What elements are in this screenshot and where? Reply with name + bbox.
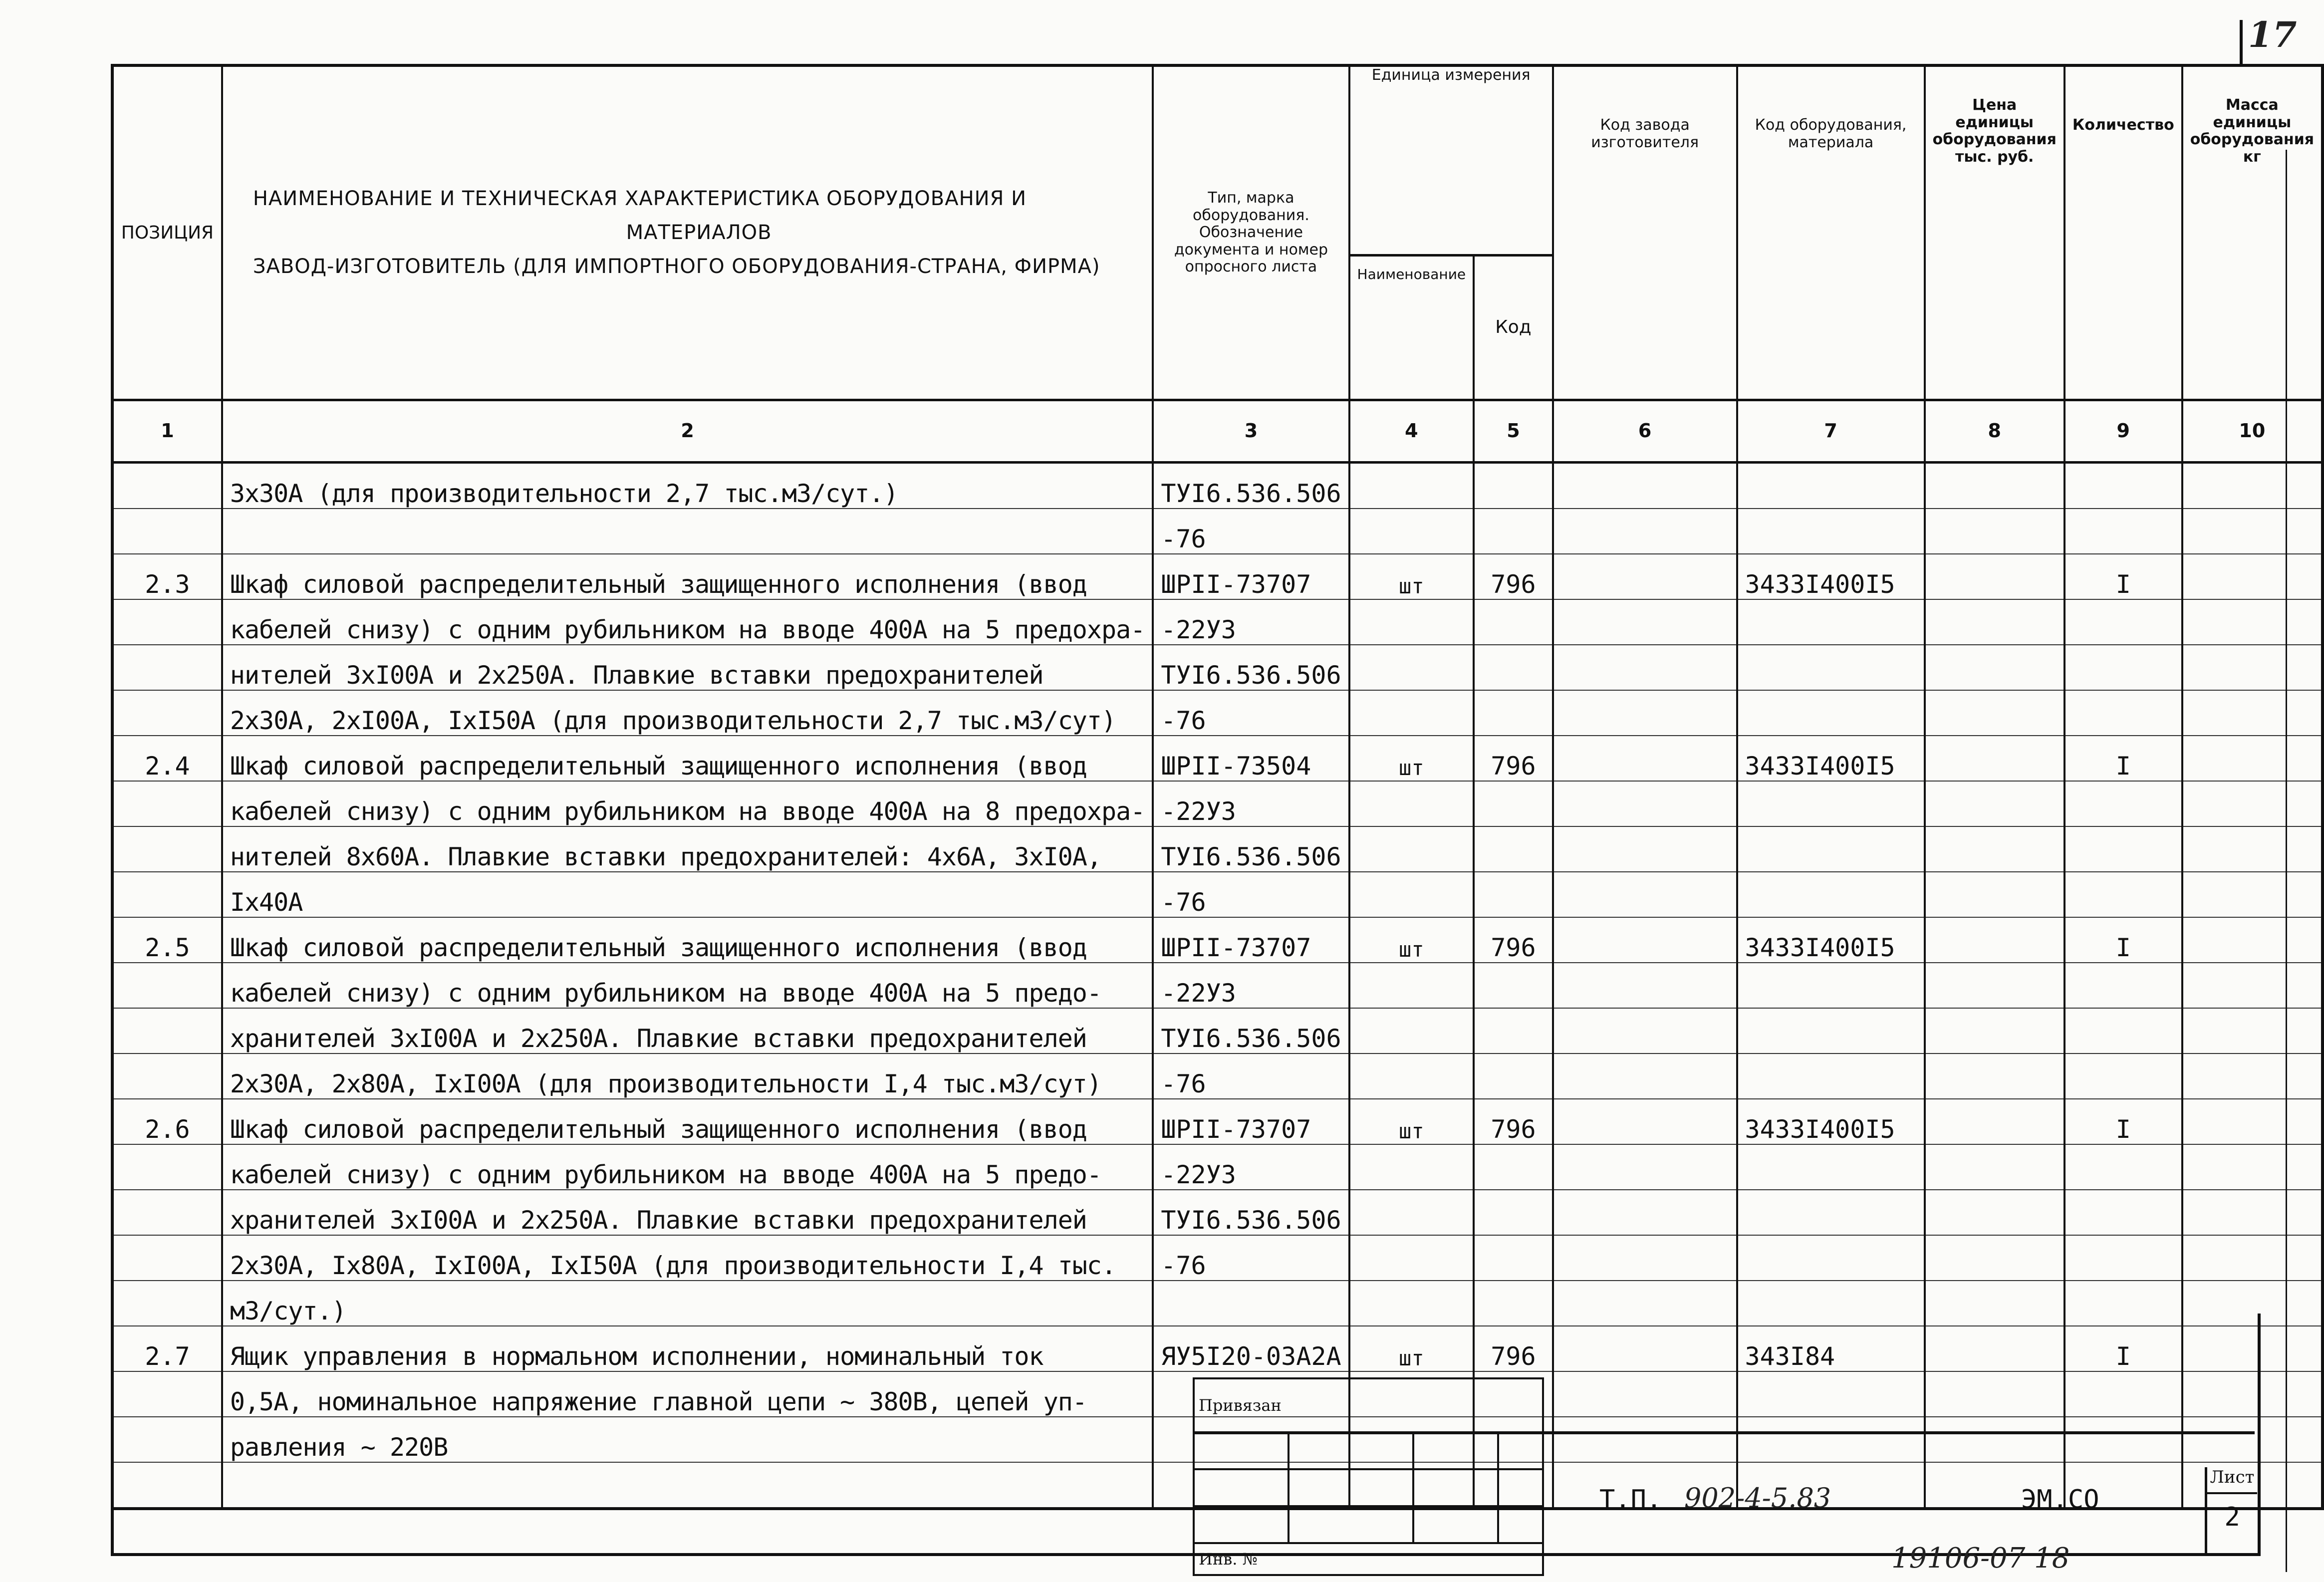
row-price (1925, 554, 2065, 599)
row-equip-code: 3433I400I5 (1737, 554, 1925, 599)
row-unit-name: шт (1349, 1099, 1474, 1144)
table-row (112, 917, 2323, 963)
col-num-7: 7 (1737, 400, 1925, 462)
col-num-4: 4 (1349, 400, 1474, 462)
row-mass (2182, 963, 2323, 1008)
row-name: 2х30А, 2х80А, IхI00А (для производительности I,4 тыс.м3/сут) (222, 1054, 1153, 1099)
row-equip-code (1737, 599, 1925, 645)
row-equip-code (1737, 781, 1925, 826)
header-unit-code: Код (1474, 255, 1553, 400)
row-unit-name (1349, 509, 1474, 554)
row-position: 2.7 (112, 1326, 222, 1371)
table-row (112, 1235, 2323, 1281)
row-position: 2.3 (112, 554, 222, 599)
row-qty (2065, 1190, 2182, 1235)
table-row (112, 509, 2323, 554)
row-name: кабелей снизу) с одним рубильником на вводе 400А на 5 предохра- (222, 599, 1153, 645)
row-position (112, 1190, 222, 1235)
row-position (112, 781, 222, 826)
row-plant-code (1553, 599, 1737, 645)
row-unit-name: шт (1349, 736, 1474, 781)
row-equip-code (1737, 872, 1925, 917)
row-plant-code (1553, 690, 1737, 736)
row-unit-code (1474, 872, 1553, 917)
row-name: равления ~ 220В (222, 1417, 1153, 1462)
table-row (112, 781, 2323, 826)
table-row (112, 599, 2323, 645)
header-name (222, 65, 1153, 400)
row-name: хранителей 3хI00А и 2х250А. Плавкие вставки предохранителей (222, 1008, 1153, 1054)
row-equip-code (1737, 1054, 1925, 1099)
table-row (112, 554, 2323, 599)
row-type: ТУI6.536.506 (1153, 645, 1349, 690)
col-num-6: 6 (1553, 400, 1737, 462)
row-price (1925, 872, 2065, 917)
row-plant-code (1553, 1190, 1737, 1235)
row-unit-name (1349, 1235, 1474, 1281)
table-row (112, 963, 2323, 1008)
row-name: нителей 3хI00А и 2х250А. Плавкие вставки предохранителей (222, 645, 1153, 690)
header-price: Цена единицы оборудования тыс. руб. (1925, 65, 2065, 400)
row-unit-name (1349, 1190, 1474, 1235)
row-unit-name (1349, 781, 1474, 826)
row-price (1925, 1190, 2065, 1235)
row-mass (2182, 781, 2323, 826)
table-row (112, 1008, 2323, 1054)
row-position (112, 462, 222, 509)
row-plant-code (1553, 1099, 1737, 1144)
row-qty (2065, 781, 2182, 826)
project-number: 902-4-5.83 (1684, 1482, 1831, 1514)
header-type: Тип, марка оборудования. Обозначение документа и номер опросного листа (1153, 65, 1349, 400)
row-qty (2065, 645, 2182, 690)
row-type: -76 (1153, 872, 1349, 917)
row-mass (2182, 736, 2323, 781)
row-unit-code (1474, 599, 1553, 645)
row-name: хранителей 3хI00А и 2х250А. Плавкие вставки предохранителей (222, 1190, 1153, 1235)
header-position: ПОЗИЦИЯ (112, 65, 222, 400)
header-plant-code: Код завода изготовителя (1553, 65, 1737, 400)
row-equip-code: 3433I400I5 (1737, 736, 1925, 781)
row-qty (2065, 462, 2182, 509)
row-unit-code (1474, 826, 1553, 872)
row-position (112, 509, 222, 554)
row-unit-name: шт (1349, 1326, 1474, 1371)
row-mass (2182, 599, 2323, 645)
table-row (112, 736, 2323, 781)
row-mass (2182, 872, 2323, 917)
approval-stamp (1193, 1377, 1544, 1576)
row-qty (2065, 826, 2182, 872)
row-qty (2065, 872, 2182, 917)
row-equip-code: 3433I400I5 (1737, 1099, 1925, 1144)
row-position (112, 690, 222, 736)
row-qty (2065, 1008, 2182, 1054)
header-equip-code: Код оборудования, материала (1737, 65, 1925, 400)
row-mass (2182, 1054, 2323, 1099)
row-type: ШРII-73707 (1153, 917, 1349, 963)
row-type: ЯУ5I20-03А2А (1153, 1326, 1349, 1371)
row-unit-code (1474, 509, 1553, 554)
row-mass (2182, 645, 2323, 690)
col-num-3: 3 (1153, 400, 1349, 462)
row-type: -76 (1153, 1235, 1349, 1281)
row-equip-code (1737, 462, 1925, 509)
col-num-1: 1 (112, 400, 222, 462)
row-price (1925, 462, 2065, 509)
row-qty: I (2065, 1099, 2182, 1144)
row-unit-name (1349, 963, 1474, 1008)
row-plant-code (1553, 1235, 1737, 1281)
row-type: ТУI6.536.506 (1153, 1190, 1349, 1235)
row-position (112, 1054, 222, 1099)
row-plant-code (1553, 872, 1737, 917)
row-equip-code (1737, 1235, 1925, 1281)
row-type: -76 (1153, 690, 1349, 736)
sheet-number-box (2205, 1467, 2257, 1553)
row-name: кабелей снизу) с одним рубильником на вводе 400А на 8 предохра- (222, 781, 1153, 826)
table-row (112, 462, 2323, 509)
row-unit-code (1474, 963, 1553, 1008)
row-qty (2065, 690, 2182, 736)
row-unit-name (1349, 1144, 1474, 1190)
row-type: ТУI6.536.506 (1153, 826, 1349, 872)
row-qty (2065, 1054, 2182, 1099)
stamp-bound-label: Привязан (1194, 1378, 1543, 1432)
row-unit-name (1349, 1054, 1474, 1099)
row-qty (2065, 599, 2182, 645)
header-name-line3: ЗАВОД-ИЗГОТОВИТЕЛЬ (ДЛЯ ИМПОРТНОГО ОБОРУДОВАНИЯ-СТРАНА, ФИРМА) (253, 255, 1100, 278)
row-unit-code: 796 (1474, 1099, 1553, 1144)
row-unit-code (1474, 1008, 1553, 1054)
table-row (112, 1054, 2323, 1099)
row-plant-code (1553, 1008, 1737, 1054)
row-name: 3х30А (для производительности 2,7 тыс.м3/сут.) (222, 462, 1153, 509)
row-position: 2.6 (112, 1099, 222, 1144)
page-corner-number: 17 (2248, 14, 2297, 55)
row-price (1925, 1235, 2065, 1281)
tp-designation: Т.П. (1599, 1485, 1662, 1515)
row-plant-code (1553, 781, 1737, 826)
row-unit-name (1349, 690, 1474, 736)
row-position: 2.4 (112, 736, 222, 781)
row-unit-code (1474, 781, 1553, 826)
row-mass (2182, 1099, 2323, 1144)
row-qty: I (2065, 736, 2182, 781)
row-mass (2182, 554, 2323, 599)
row-price (1925, 645, 2065, 690)
row-type: -76 (1153, 509, 1349, 554)
row-position (112, 826, 222, 872)
row-unit-code (1474, 1144, 1553, 1190)
lower-frame (111, 1314, 2261, 1556)
header-qty: Количество (2065, 65, 2182, 400)
table-row (112, 872, 2323, 917)
row-name: кабелей снизу) с одним рубильником на вводе 400А на 5 предо- (222, 963, 1153, 1008)
row-equip-code: 343I84 (1737, 1326, 1925, 1371)
header-unit-name: Наименование (1349, 255, 1474, 400)
sheet-number: 2 (2224, 1502, 2240, 1532)
col-num-10: 10 (2182, 400, 2323, 462)
row-qty: I (2065, 1326, 2182, 1371)
row-name: Шкаф силовой распределительный защищенного исполнения (ввод (222, 736, 1153, 781)
row-price (1925, 1054, 2065, 1099)
row-unit-name (1349, 462, 1474, 509)
header-name-line1: НАИМЕНОВАНИЕ И ТЕХНИЧЕСКАЯ ХАРАКТЕРИСТИКА ОБОРУДОВАНИЯ И (253, 187, 1027, 211)
row-plant-code (1553, 736, 1737, 781)
row-plant-code (1553, 554, 1737, 599)
row-equip-code (1737, 690, 1925, 736)
row-type: -22У3 (1153, 599, 1349, 645)
row-position (112, 963, 222, 1008)
row-unit-name: шт (1349, 917, 1474, 963)
row-name: Ящик управления в нормальном исполнении, номинальный ток (222, 1326, 1153, 1371)
row-unit-code: 796 (1474, 1326, 1553, 1371)
row-plant-code (1553, 826, 1737, 872)
row-mass (2182, 826, 2323, 872)
row-mass (2182, 509, 2323, 554)
row-price (1925, 781, 2065, 826)
row-plant-code (1553, 963, 1737, 1008)
row-unit-code: 796 (1474, 554, 1553, 599)
row-type: ШРII-73504 (1153, 736, 1349, 781)
row-name: Шкаф силовой распределительный защищенного исполнения (ввод (222, 1099, 1153, 1144)
row-unit-code (1474, 1235, 1553, 1281)
corner-mark (2240, 20, 2243, 65)
row-name (222, 509, 1153, 554)
row-equip-code (1737, 963, 1925, 1008)
row-position (112, 872, 222, 917)
row-plant-code (1553, 917, 1737, 963)
table-row (112, 690, 2323, 736)
row-name: Iх40А (222, 872, 1153, 917)
row-position (112, 1144, 222, 1190)
row-type: -22У3 (1153, 781, 1349, 826)
row-name: Шкаф силовой распределительный защищенного исполнения (ввод (222, 554, 1153, 599)
row-position (112, 1008, 222, 1054)
document-code: ЭМ.СО (2021, 1485, 2099, 1515)
row-qty (2065, 1144, 2182, 1190)
row-name: кабелей снизу) с одним рубильником на вводе 400А на 5 предо- (222, 1144, 1153, 1190)
table-row (112, 645, 2323, 690)
col-num-8: 8 (1925, 400, 2065, 462)
header-unit-label: Единица измерения (1371, 66, 1531, 84)
column-numbers-row (112, 400, 2323, 462)
table-row (112, 1190, 2323, 1235)
row-mass (2182, 1008, 2323, 1054)
col-num-9: 9 (2065, 400, 2182, 462)
row-type: ТУI6.536.506 (1153, 1008, 1349, 1054)
row-price (1925, 1144, 2065, 1190)
row-position (112, 645, 222, 690)
stamp-inv-label: Инв. № (1194, 1543, 1543, 1575)
row-price (1925, 963, 2065, 1008)
row-equip-code: 3433I400I5 (1737, 917, 1925, 963)
row-unit-name: шт (1349, 554, 1474, 599)
row-mass (2182, 917, 2323, 963)
row-name: м3/сут.) (222, 1281, 1153, 1326)
row-plant-code (1553, 509, 1737, 554)
row-equip-code (1737, 1008, 1925, 1054)
row-unit-name (1349, 872, 1474, 917)
row-price (1925, 917, 2065, 963)
row-name: нителей 8х60А. Плавкие вставки предохранителей: 4х6А, 3хI0А, (222, 826, 1153, 872)
row-plant-code (1553, 645, 1737, 690)
row-unit-code (1474, 462, 1553, 509)
header-name-line2: МАТЕРИАЛОВ (626, 221, 772, 245)
row-mass (2182, 1144, 2323, 1190)
row-position (112, 599, 222, 645)
row-type: -22У3 (1153, 963, 1349, 1008)
row-equip-code (1737, 1190, 1925, 1235)
header-unit (1349, 65, 1553, 255)
col-num-2: 2 (222, 400, 1153, 462)
specification-table (111, 64, 2324, 1510)
row-unit-code (1474, 1054, 1553, 1099)
row-plant-code (1553, 1144, 1737, 1190)
row-qty (2065, 1235, 2182, 1281)
header-mass: Масса единицы оборудования кг (2182, 65, 2323, 400)
row-mass (2182, 690, 2323, 736)
row-price (1925, 736, 2065, 781)
title-block-divider (1193, 1431, 2255, 1434)
row-unit-name (1349, 1008, 1474, 1054)
col-num-5: 5 (1474, 400, 1553, 462)
row-unit-name (1349, 599, 1474, 645)
row-unit-code (1474, 1190, 1553, 1235)
row-unit-code (1474, 690, 1553, 736)
row-unit-name (1349, 645, 1474, 690)
row-name: 2х30А, 2хI00А, IхI50А (для производительности 2,7 тыс.м3/сут) (222, 690, 1153, 736)
right-margin-line (2286, 150, 2287, 1572)
row-unit-code (1474, 645, 1553, 690)
row-type: ШРII-73707 (1153, 1099, 1349, 1144)
row-plant-code (1553, 1054, 1737, 1099)
table-row (112, 826, 2323, 872)
row-price (1925, 1099, 2065, 1144)
row-price (1925, 690, 2065, 736)
row-equip-code (1737, 509, 1925, 554)
archive-number: 19106-07 18 (1891, 1542, 2070, 1575)
row-name: 2х30А, Iх80А, IхI00А, IхI50А (для производительности I,4 тыс. (222, 1235, 1153, 1281)
table-row (112, 1144, 2323, 1190)
row-unit-code: 796 (1474, 736, 1553, 781)
row-qty (2065, 509, 2182, 554)
row-price (1925, 509, 2065, 554)
table-row (112, 1099, 2323, 1144)
row-name: Шкаф силовой распределительный защищенного исполнения (ввод (222, 917, 1153, 963)
row-type: ТУI6.536.506 (1153, 462, 1349, 509)
row-qty: I (2065, 917, 2182, 963)
row-name: 0,5А, номинальное напряжение главной цепи ~ 380В, цепей уп- (222, 1371, 1153, 1417)
row-type: -22У3 (1153, 1144, 1349, 1190)
row-price (1925, 826, 2065, 872)
row-qty (2065, 963, 2182, 1008)
row-unit-name (1349, 826, 1474, 872)
row-mass (2182, 1235, 2323, 1281)
row-mass (2182, 1190, 2323, 1235)
row-equip-code (1737, 826, 1925, 872)
row-type: -76 (1153, 1054, 1349, 1099)
row-equip-code (1737, 1144, 1925, 1190)
row-unit-code: 796 (1474, 917, 1553, 963)
row-position (112, 1235, 222, 1281)
row-qty: I (2065, 554, 2182, 599)
row-equip-code (1737, 645, 1925, 690)
row-mass (2182, 462, 2323, 509)
row-position: 2.5 (112, 917, 222, 963)
sheet-label: Лист (2207, 1467, 2257, 1494)
row-type: ШРII-73707 (1153, 554, 1349, 599)
row-plant-code (1553, 462, 1737, 509)
row-price (1925, 599, 2065, 645)
row-price (1925, 1008, 2065, 1054)
